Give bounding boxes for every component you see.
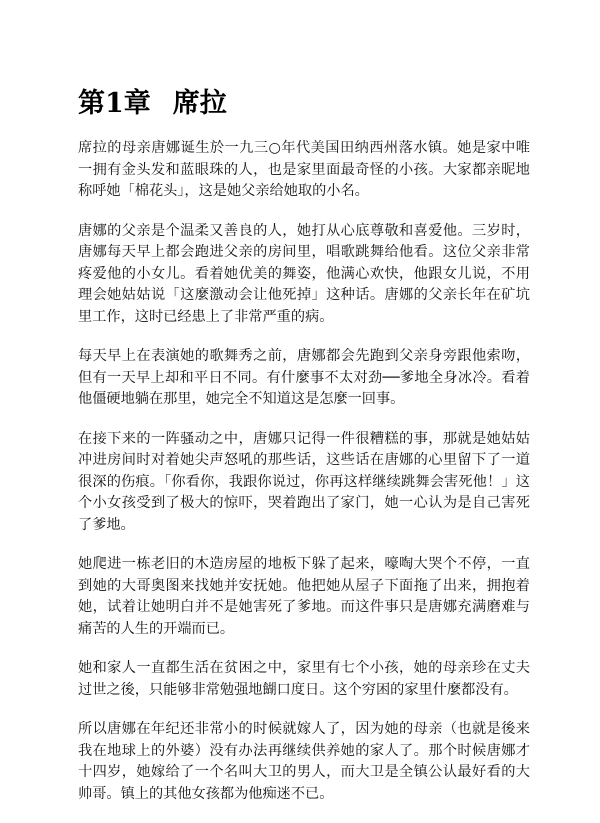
chapter-body: [78, 138, 530, 823]
paragraph-6: 她和家人一直都生活在贫困之中，家里有七个小孩，她的母亲珍在丈夫过世之後，只能够非常勉强地餬口度日。这个穷困的家里什麼都没有。: [78, 660, 530, 698]
chapter-heading: [78, 86, 227, 122]
paragraph-4: 在接下来的一阵骚动之中，唐娜只记得一件很糟糕的事，那就是她姑姑冲进房间时对着她尖声怒吼的那些话，这些话在唐娜的心里留下了一道很深的伤痕。「你看你，我跟你说过，你再这样继续跳舞会害死他！」这个小女孩受到了极大的惊吓，哭着跑出了家门，她一心认为是自己害死了爹地。: [78, 430, 530, 533]
paragraph-1: 席拉的母亲唐娜诞生於一九三○年代美国田纳西州落水镇。她是家中唯一拥有金头发和蓝眼珠的人，也是家里面最奇怪的小孩。大家都亲昵地称呼她「棉花头」，这是她父亲给她取的小名。: [78, 140, 530, 199]
paragraph-2: 唐娜的父亲是个温柔又善良的人，她打从心底尊敬和喜爱他。三岁时，唐娜每天早上都会跑进父亲的房间里，唱歌跳舞给他看。这位父亲非常疼爱他的小女儿。看着她优美的舞姿，他满心欢快，他跟女儿说，不用理会她姑姑说「这麼激动会让他死掉」这种话。唐娜的父亲长年在矿坑里工作，这时已经患上了非常严重的病。: [78, 222, 530, 325]
paragraph-3: 每天早上在表演她的歌舞秀之前，唐娜都会先跑到父亲身旁跟他索吻，但有一天早上却和平日不同。有什麼事不太对劲──爹地全身冰冷。看着他僵硬地躺在那里，她完全不知道这是怎麼一回事。: [78, 348, 530, 407]
paragraph-5: 她爬进一栋老旧的木造房屋的地板下躲了起来，嚎啕大哭个不停，一直到她的大哥奥图来找她并安抚她。他把她从屋子下面拖了出来，拥抱着她，试着让她明白并不是她害死了爹地。而这件事只是唐娜充满磨难与痛苦的人生的开端而已。: [78, 556, 530, 637]
paragraph-7: 所以唐娜在年纪还非常小的时候就嫁人了，因为她的母亲（也就是後来我在地球上的外婆）没有办法再继续供养她的家人了。那个时候唐娜才十四岁，她嫁给了一个名叫大卫的男人，而大卫是全镇公认最好看的大帅哥。镇上的其他女孩都为他痴迷不已。: [78, 721, 530, 802]
chapter-title: 席拉: [172, 88, 227, 119]
chapter-number: 第1章: [78, 88, 151, 119]
